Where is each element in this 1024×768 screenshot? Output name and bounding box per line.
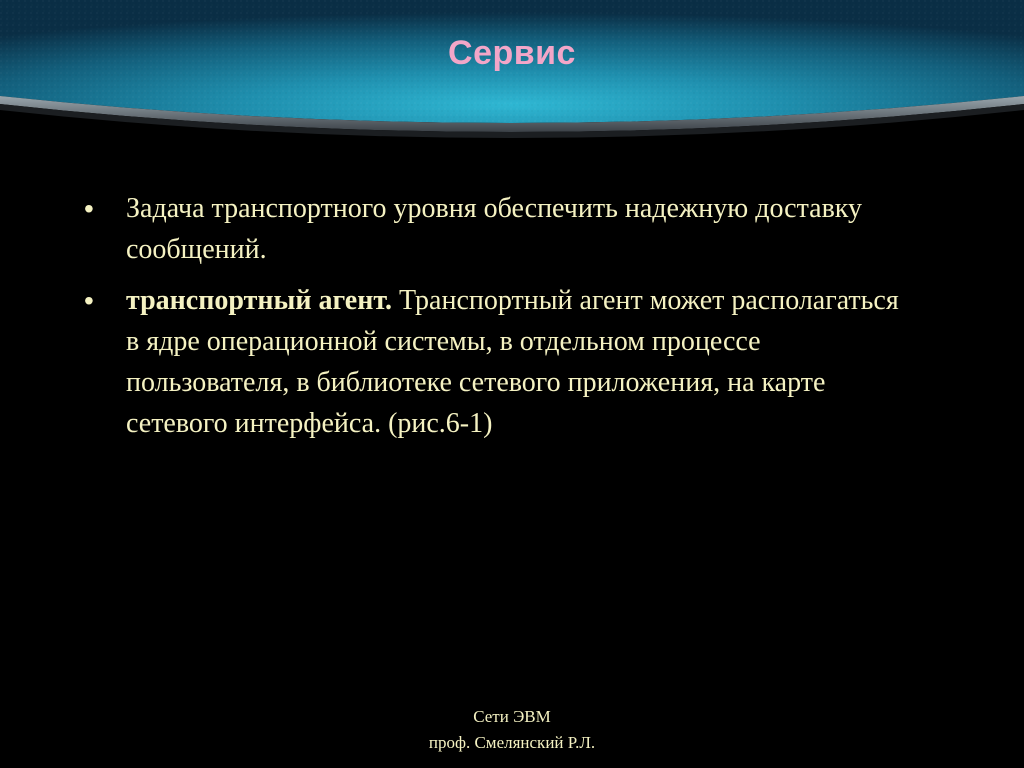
bullet-text: Задача транспортного уровня обеспечить надежную доставку сообщений. xyxy=(126,193,862,265)
bullet-icon: • xyxy=(84,285,94,316)
bullet-text: Транспортный агент может располагаться в ядре операционной системы, в отдельном процессе пользователя, в библиотеке сетевого приложения, на карте сетевого интерфейса. (рис.6-1) xyxy=(126,285,899,439)
bullet-list xyxy=(84,188,914,454)
bullet-item xyxy=(84,188,914,270)
footer xyxy=(0,704,1024,756)
footer-course: Сети ЭВМ xyxy=(473,707,551,726)
header-banner xyxy=(0,0,1024,150)
slide-title: Сервис xyxy=(448,34,576,72)
bullet-icon: • xyxy=(84,193,94,224)
footer-author: проф. Смелянский Р.Л. xyxy=(428,733,596,752)
bullet-bold-lead: транспортный агент. xyxy=(126,285,392,316)
bullet-item xyxy=(84,280,914,444)
